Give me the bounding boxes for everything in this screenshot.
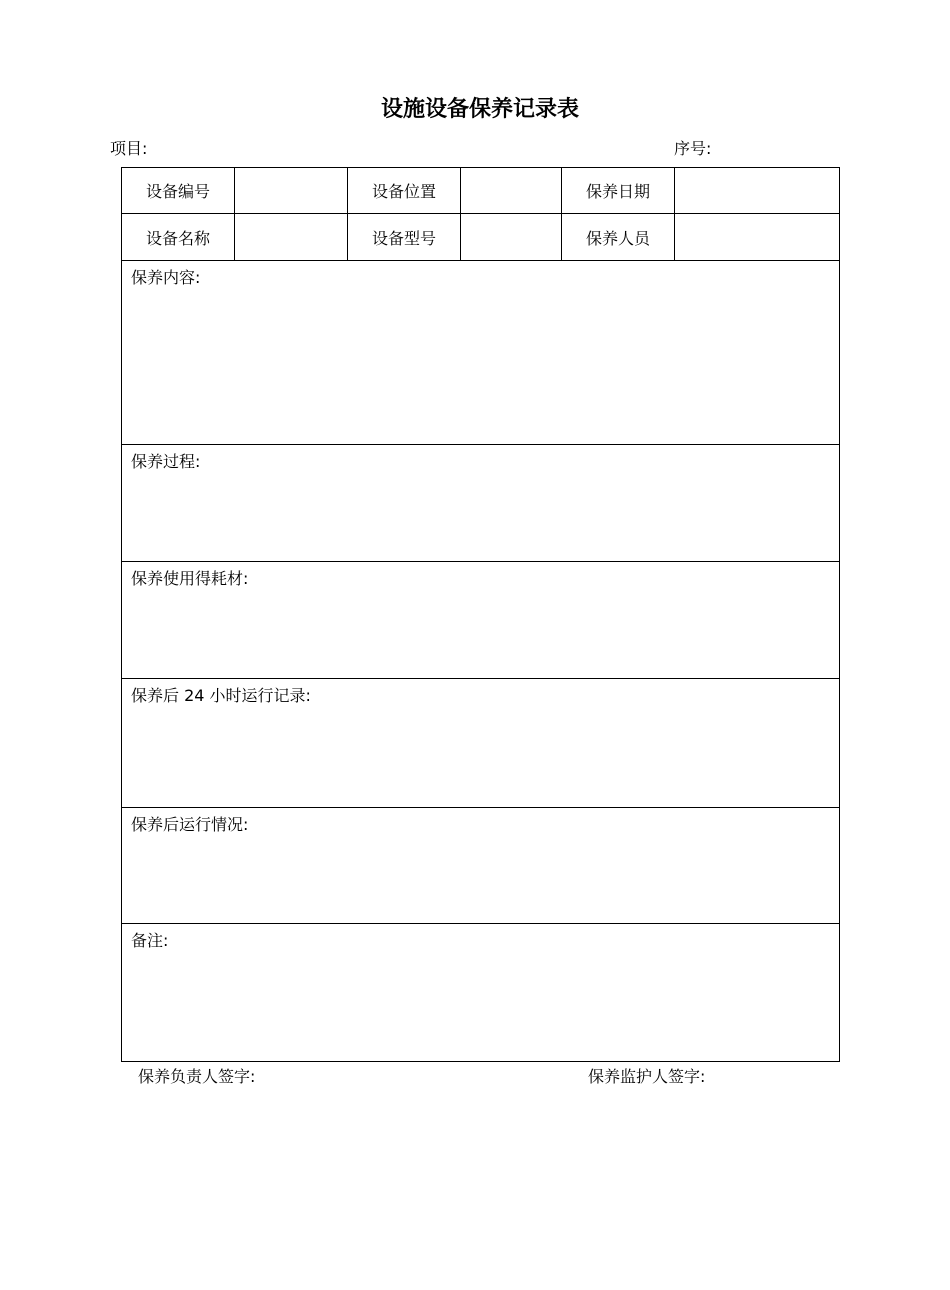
post-operation-status-section[interactable] [122, 808, 840, 924]
equipment-model-field[interactable] [461, 214, 562, 261]
equipment-number-label: 设备编号 [122, 168, 235, 214]
equipment-name-label: 设备名称 [122, 214, 235, 261]
maintenance-record-table [121, 167, 840, 1062]
table-row [122, 168, 840, 214]
consumables-section[interactable] [122, 562, 840, 679]
page-title: 设施设备保养记录表 [380, 97, 579, 122]
consumables-label: 保养使用得耗材: [131, 569, 249, 588]
post-operation-status-label: 保养后运行情况: [131, 815, 249, 834]
table-row [122, 679, 840, 808]
table-row [122, 214, 840, 261]
equipment-model-label: 设备型号 [348, 214, 461, 261]
equipment-number-field[interactable] [235, 168, 348, 214]
maintenance-staff-label: 保养人员 [562, 214, 675, 261]
post-24h-record-section[interactable] [122, 679, 840, 808]
maintenance-date-field[interactable] [675, 168, 840, 214]
table-row [122, 808, 840, 924]
maintenance-date-label: 保养日期 [562, 168, 675, 214]
table-row [122, 562, 840, 679]
remarks-section[interactable] [122, 924, 840, 1062]
maintenance-content-label: 保养内容: [131, 268, 201, 287]
table-row [122, 261, 840, 445]
maintenance-lead-signature-label: 保养负责人签字: [138, 1067, 256, 1086]
equipment-location-label: 设备位置 [348, 168, 461, 214]
maintenance-content-section[interactable] [122, 261, 840, 445]
maintenance-process-section[interactable] [122, 445, 840, 562]
supervisor-signature-label: 保养监护人签字: [588, 1067, 706, 1086]
serial-label: 序号: [674, 139, 712, 158]
equipment-name-field[interactable] [235, 214, 348, 261]
project-label: 项目: [110, 139, 148, 158]
equipment-location-field[interactable] [461, 168, 562, 214]
maintenance-process-label: 保养过程: [131, 452, 201, 471]
maintenance-staff-field[interactable] [675, 214, 840, 261]
table-row [122, 445, 840, 562]
remarks-label: 备注: [131, 931, 169, 950]
post-24h-record-label: 保养后 24 小时运行记录: [131, 686, 311, 705]
table-row [122, 924, 840, 1062]
